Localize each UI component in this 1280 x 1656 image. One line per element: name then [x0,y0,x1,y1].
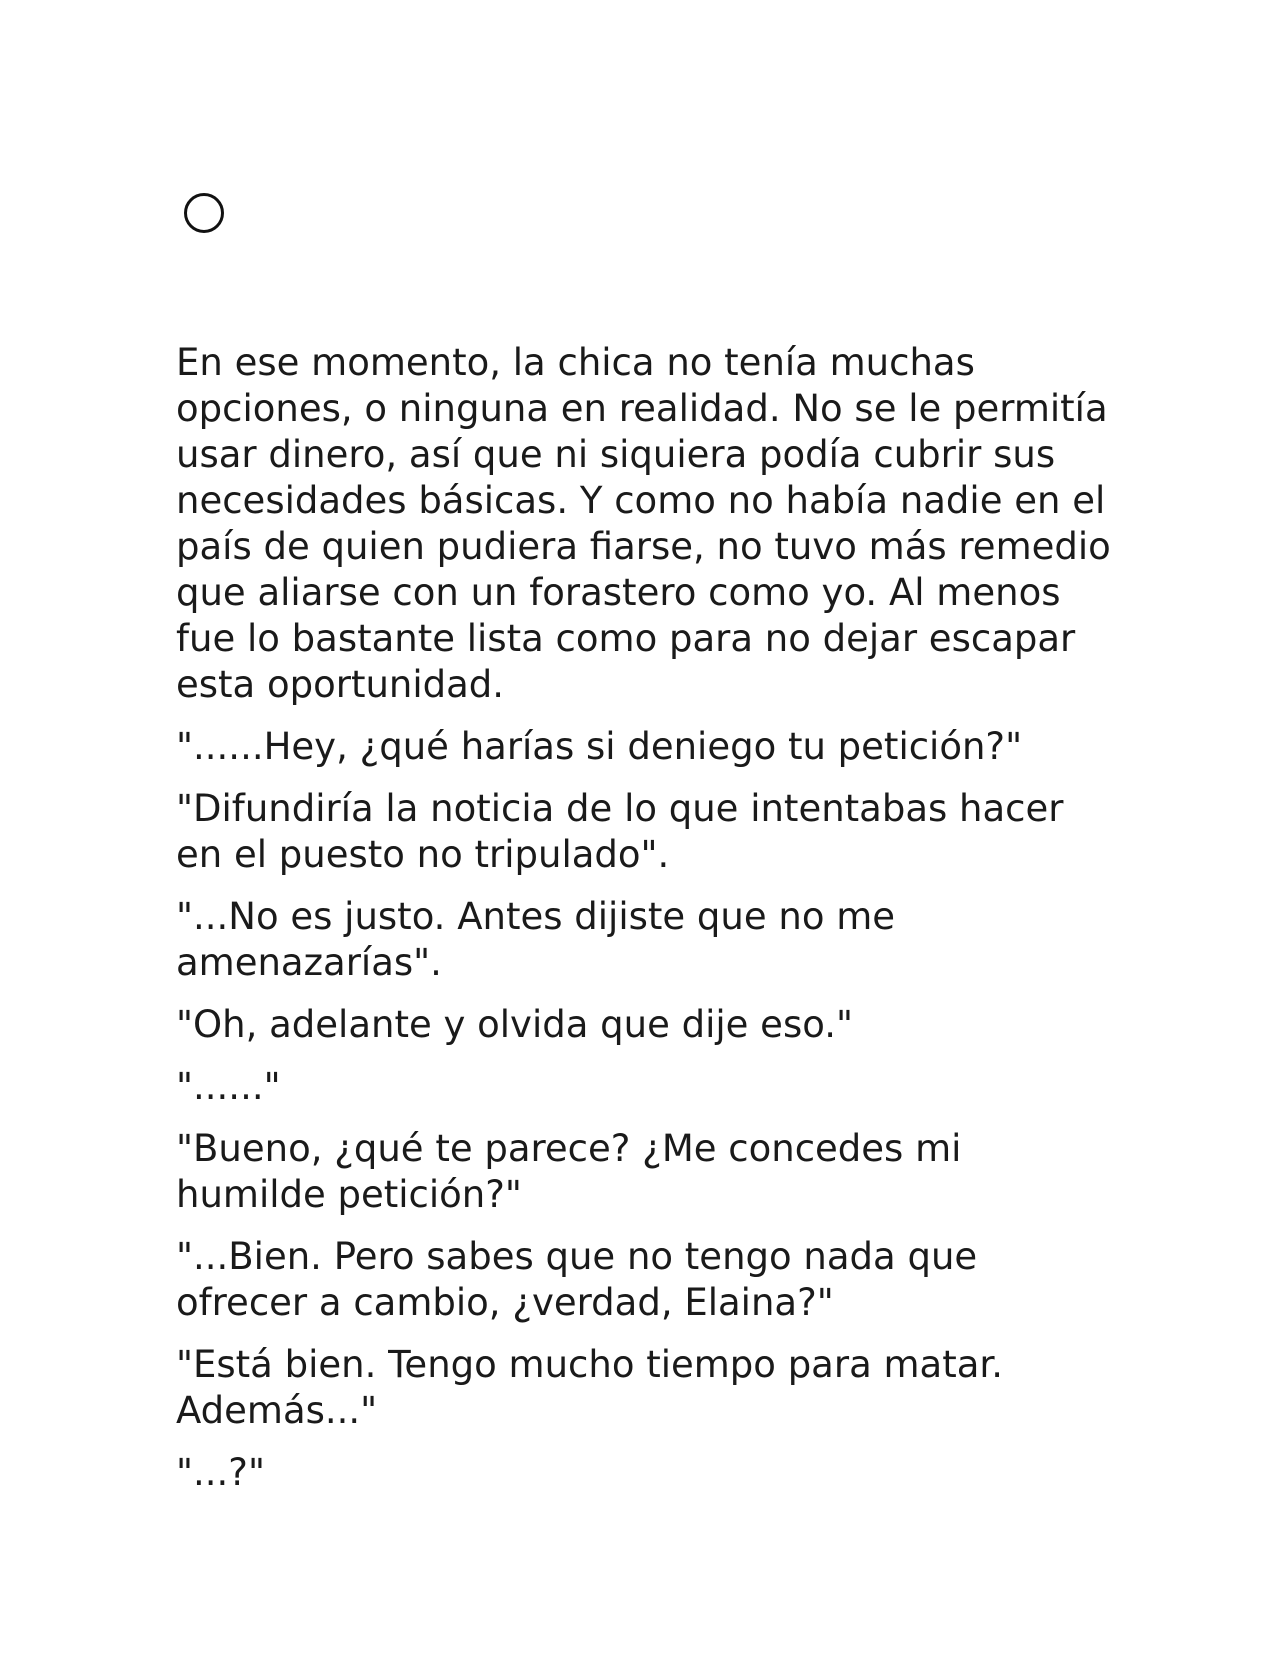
paragraph-dialogue: "......" [176,1065,281,1108]
paragraph-dialogue: "Está bien. Tengo mucho tiempo para matar. Además..." [176,1343,1003,1432]
paragraph-dialogue: "...Bien. Pero sabes que no tengo nada que ofrecer a cambio, ¿verdad, Elaina?" [176,1235,978,1324]
paragraph-dialogue: "Difundiría la noticia de lo que intentabas hacer en el puesto no tripulado". [176,787,1064,876]
body-text [176,340,1116,1512]
paragraph-dialogue: "Bueno, ¿qué te parece? ¿Me concedes mi humilde petición?" [176,1127,962,1216]
paragraph-narration: En ese momento, la chica no tenía muchas opciones, o ninguna en realidad. No se le permitía usar dinero, así que ni siquiera podía cubrir sus necesidades básicas. Y como no había nadie en el país de quien pudiera fiarse, no tuvo más remedio que aliarse con un forastero como yo. Al menos fue lo bastante lista como para no dejar escapar esta oportunidad. [176,341,1111,706]
paragraph-dialogue: "Oh, adelante y olvida que dije eso." [176,1003,853,1046]
scene-break-circle-icon [184,193,224,233]
paragraph-dialogue: "...No es justo. Antes dijiste que no me amenazarías". [176,895,896,984]
paragraph-dialogue: "...?" [176,1451,265,1494]
paragraph-dialogue: "......Hey, ¿qué harías si deniego tu petición?" [176,725,1023,768]
